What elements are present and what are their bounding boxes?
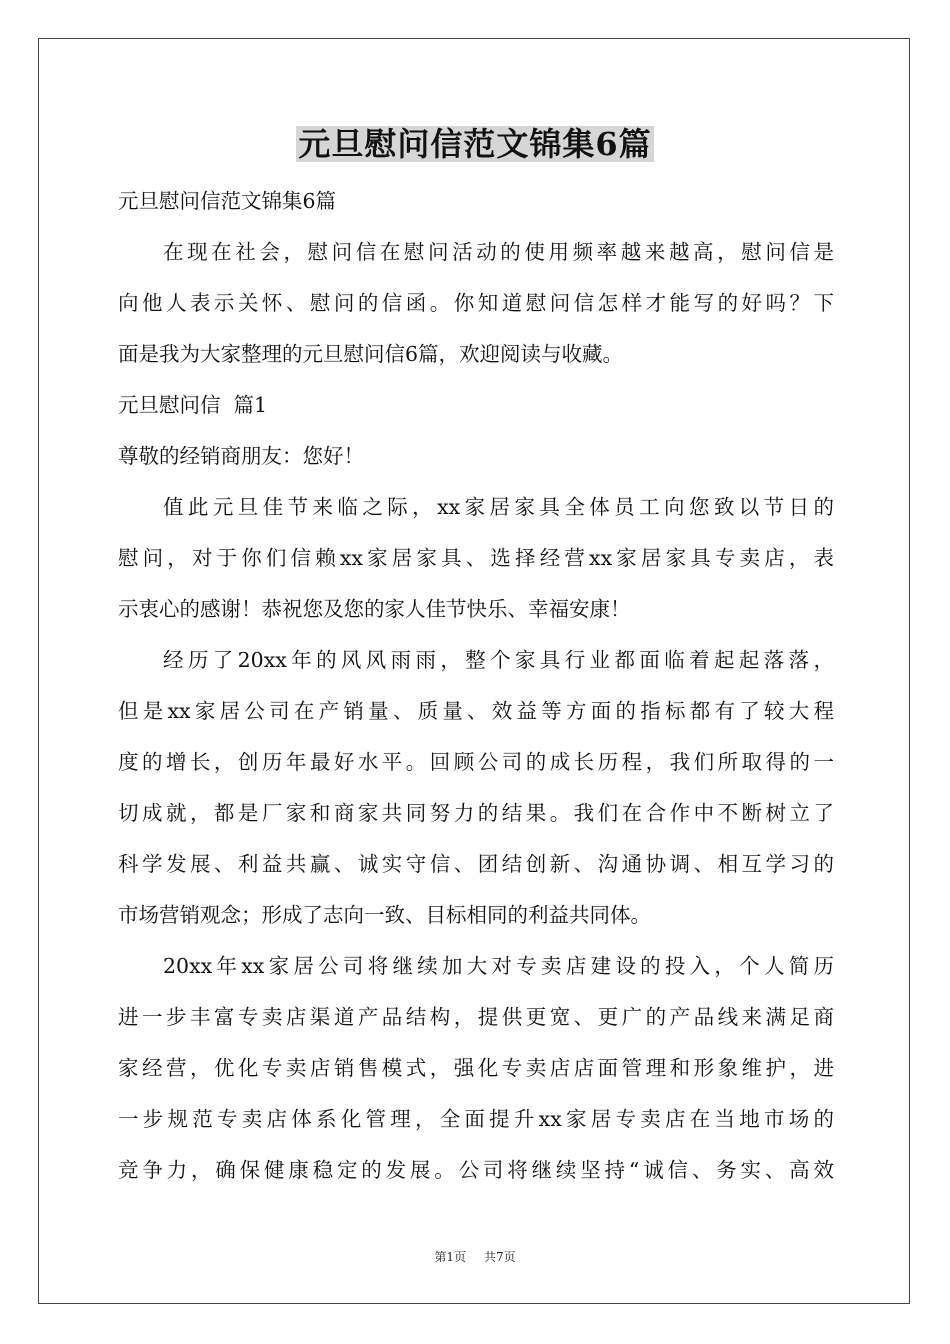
- paragraph3-line: 家经营，优化专卖店销售模式，强化专卖店店面管理和形象维护，进: [118, 1056, 834, 1080]
- document-title: [0, 126, 950, 162]
- paragraph3-line: 一步规范专卖店体系化管理，全面提升xx家居专卖店在当地市场的: [118, 1107, 834, 1131]
- document-body: [118, 176, 834, 1196]
- paragraph2-line: 切成就，都是厂家和商家共同努力的结果。我们在合作中不断树立了: [118, 801, 834, 825]
- document-title-text: 元旦慰问信范文锦集6篇: [298, 125, 652, 163]
- paragraph2-line: 度的增长，创历年最好水平。回顾公司的成长历程，我们所取得的一: [118, 750, 834, 774]
- page-number-total: 共7页: [484, 1250, 516, 1264]
- paragraph1-line: 值此元旦佳节来临之际，xx家居家具全体员工向您致以节日的: [163, 495, 834, 519]
- page-footer: [0, 1248, 950, 1265]
- paragraph3-line: 20xx年xx家居公司将继续加大对专卖店建设的投入，个人简历: [163, 954, 834, 978]
- paragraph2-line: 但是xx家居公司在产销量、质量、效益等方面的指标都有了较大程: [118, 699, 834, 723]
- section-heading: 元旦慰问信 篇1: [118, 393, 268, 417]
- paragraph3-line: 竞争力，确保健康稳定的发展。公司将继续坚持“诚信、务实、高效: [118, 1158, 834, 1182]
- paragraph1-line: 慰问，对于你们信赖xx家居家具、选择经营xx家居家具专卖店，表: [118, 546, 834, 570]
- paragraph2-line: 市场营销观念；形成了志向一致、目标相同的利益共同体。: [118, 903, 651, 927]
- paragraph2-line: 科学发展、利益共赢、诚实守信、团结创新、沟通协调、相互学习的: [118, 852, 834, 876]
- paragraph2-line: 经历了20xx年的风风雨雨，整个家具行业都面临着起起落落，: [163, 648, 834, 672]
- intro-line: 向他人表示关怀、慰问的信函。你知道慰问信怎样才能写的好吗？下: [118, 291, 834, 315]
- intro-line: 在现在社会，慰问信在慰问活动的使用频率越来越高，慰问信是: [163, 240, 834, 264]
- document-subtitle: 元旦慰问信范文锦集6篇: [118, 189, 337, 213]
- page-number-current: 第1页: [434, 1250, 466, 1264]
- paragraph1-line: 示衷心的感谢！恭祝您及您的家人佳节快乐、幸福安康！: [118, 597, 631, 621]
- paragraph3-line: 进一步丰富专卖店渠道产品结构，提供更宽、更广的产品线来满足商: [118, 1005, 834, 1029]
- salutation: 尊敬的经销商朋友：您好！: [118, 444, 364, 468]
- intro-line: 面是我为大家整理的元旦慰问信6篇，欢迎阅读与收藏。: [118, 342, 624, 366]
